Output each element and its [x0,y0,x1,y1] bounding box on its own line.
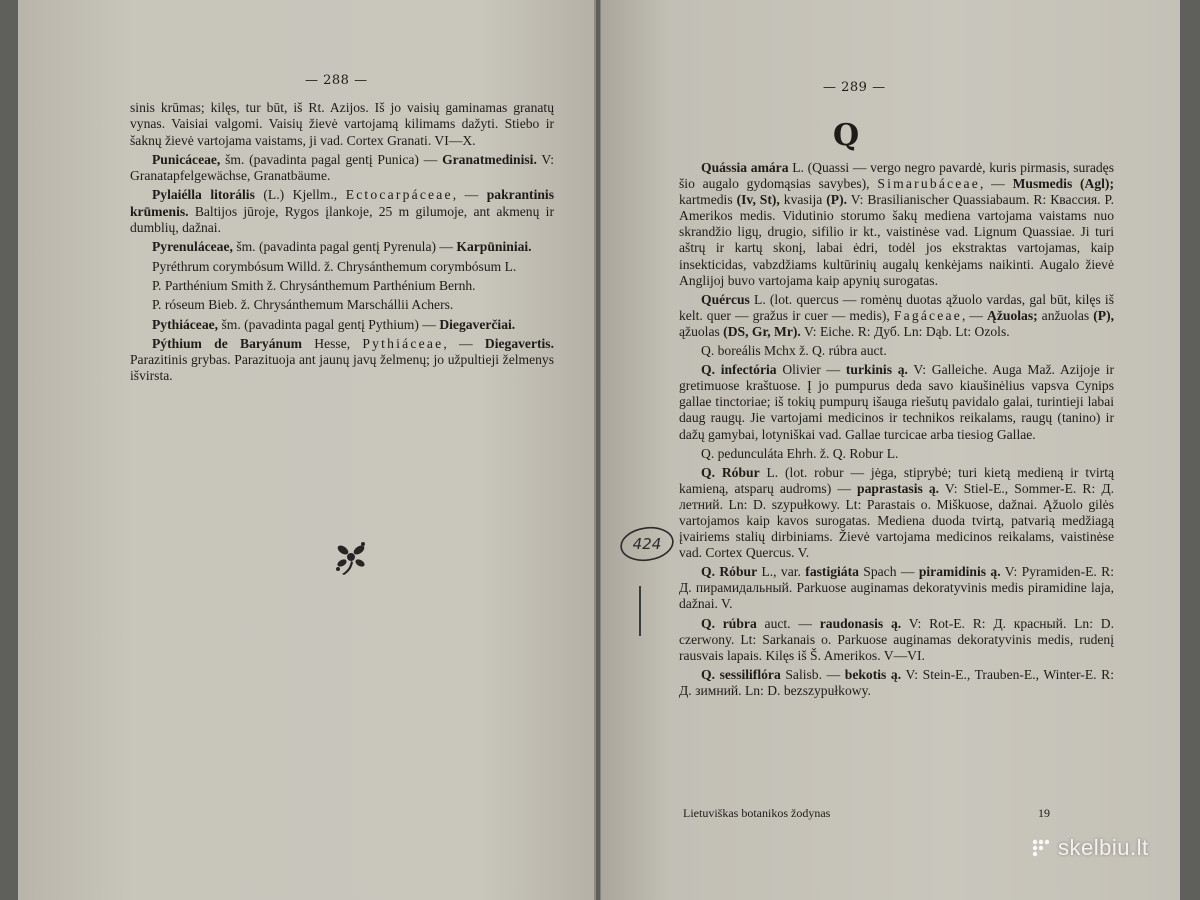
entry-text: V: Granatapfelgewächse, Granatbäume. [130,151,554,184]
entry-paragraph [679,292,1114,340]
entry-term: Pythiáceae, [152,316,219,332]
entry-paragraph [679,564,1114,612]
entry-text: V: Stiel-E., Sommer-E. R: Д. летний. Ln: D. szypułkowy. Lt: Parastais o. Miškuose, dažnai. Ąžuolo gilės vartojamos kaip kavos surogatas. Mediena duoda tvirtą, patvarią medžiagą įvairiems stalių dirbiniams. Žievė vartojama medicinos reikalams, vaistinėse vad. Cortex Quercus. V. [679,480,1114,561]
entry-text: , — [452,187,487,203]
family-name: Pythiáceae [362,335,444,351]
entry-text: , — [443,335,485,351]
entry-term: bekotis ą. [844,666,902,682]
entry-text: auct. — [756,615,820,631]
entry-term: raudonasis ą. [819,615,902,631]
entry-term: Ąžuolas; [987,307,1038,323]
entry-text [1072,176,1080,191]
entry-term: (Iv, St), [736,192,780,208]
entry-text: V: Stein-E., Trauben-E., Winter-E. R: Д. зимний. Ln: D. bezszypułkowy. [679,666,1114,698]
entry-text: ąžuolas [679,323,724,339]
page-number: — 289 — [823,80,886,95]
handwritten-number: 424 [632,535,662,553]
entry-text: V: Pyramiden-E. R: Д. пирамидальный. Parkuose auginamas dekoratyvinis medis piramidine laja, dažnai. V. [679,564,1115,612]
entry-term: turkinis ą. [845,362,908,378]
entry-term: Granatmedinisi. [442,151,537,167]
entry-paragraph [679,667,1114,699]
handwritten-annotation [618,524,676,564]
entry-paragraph [130,100,554,149]
floral-ornament-icon [330,536,372,578]
entry-paragraph [679,465,1114,562]
entry-text: sinis krūmas; kilęs, tur būt, iš Rt. Azijos. Iš jo vaisių gaminamas granatų vynas. Vaisiai valgomi. Vaisių žievė vartojamą kilimams dažyti. Stiebo ir šaknų žievė vartojama vaistams, ji vad. Cortex Granati. VI—X. [130,100,554,148]
entry-term: (Agl); [1080,176,1114,192]
entry-term: Punicáceae, [152,151,221,167]
entry-text: V: Galleiche. Auga Maž. Azijoje ir gretimuose kraštuose. Į jo pumpurus deda savo kiaušinėlius vapsva Cynips gallae tinctoriae; iš tokių pumpurų išauga riešutų pavidalo galai, turintieji labai daug raugų. Jie vartojami medicinos ir technikos reikalams, raugų (tanino) ir dažų gamybai, lotyniškai vad. Gallae turcicae arba tiesiog Gallae. [679,362,1115,442]
entry-text: P. róseum Bieb. ž. Chrysánthemum Marschállii Achers. [152,297,454,313]
watermark-text: skelbiu.lt [1058,835,1149,860]
entry-term: Quássia amára [701,160,789,175]
entry-term: Diegaverčiai. [439,316,516,332]
entry-term: Q. Róbur [701,464,760,480]
entry-paragraph [130,259,554,275]
entry-text: Olivier — [776,362,846,378]
entry-paragraph [130,317,554,333]
entry-text: , — [980,176,1013,192]
entry-text: šm. (pavadinta pagal gentį Pyrenula) — [232,239,457,255]
family-name: Fagáceae [893,307,962,323]
page-number: — 288 — [305,73,368,88]
entry-text: Parazitinis grybas. Parazituoja ant jaunų javų želmenų; jo užpultieji želmenys išvirsta. [130,352,554,384]
entry-paragraph [679,343,1114,359]
entry-term: paprastasis ą. [857,480,940,496]
entry-paragraph [130,278,554,294]
entry-text: P. Parthénium Smith ž. Chrysánthemum Parthénium Bernh. [152,277,476,293]
entry-term: Pýthium de Baryánum [152,335,302,351]
section-letter: Q [833,118,860,153]
entry-paragraph [679,616,1114,664]
entry-term: piramidinis ą. [918,564,1001,580]
entry-paragraph [130,336,554,385]
entry-text: L. (Quassi — vergo negro pavardė, kuris pirmasis, suradęs šio augalo gydomąsias savybes), [679,160,1115,192]
footer-title: Lietuviškas botanikos žodynas [683,806,831,820]
right-page [600,0,1180,900]
entry-text: kartmedis [679,192,737,208]
entry-text: V: Eiche. R: Дуб. Ln: Dąb. Lt: Ozols. [800,323,1010,339]
right-page-text [679,160,1114,702]
entry-term: Diegavertis. [484,335,554,351]
entry-term: fastigiáta [805,564,859,580]
entry-text: Hesse, [301,335,363,351]
entry-text: anžuolas [1037,307,1094,323]
logo-dots-icon [1030,837,1052,859]
entry-paragraph [130,152,554,185]
entry-text: V: Rot-E. R: Д. красный. Ln: D. czerwony. Lt: Sarkanais o. Parkuose auginamas dekoratyvinis medis, rudenį rausvais lapais. Kilęs iš Š. Amerikos. V—VI. [679,615,1114,663]
entry-paragraph [679,362,1114,442]
entry-term: (P). [826,192,848,208]
entry-text: Spach — [858,564,919,580]
entry-text: L. (lot. robur — jėga, stiprybė; turi kietą medieną ir tvirtą kamieną, atsparų audroms) — [679,464,1115,496]
entry-text: V: Brasilianischer Quassiabaum. R: Квассия. P. Amerikos medis. Vidutinio storumo šakų mediena vartojama vaistams nuo skrandžio ligų, drugio, sifilio ir kt., vaistinėse vad. Lignum Quassiae. Ji turi aštrų ir kartų skonį, labai ėdri, todėl jos ekstraktas vartojamas, kaip insekticidas, vabzdžiams kultūrinių augalų kenkėjams naikinti. Augalo žievė Anglijoj buvo vartojama kaip apynių surogatas. [679,192,1114,288]
entry-term: Q. infectória [701,362,777,378]
entry-paragraph [679,160,1114,289]
entry-term: Q. sessiliflóra [701,666,781,682]
entry-term: Musmedis [1012,176,1073,192]
family-name: Simarubáceae [877,176,980,192]
entry-text: Q. boreális Mchx ž. Q. rúbra auct. [701,343,887,359]
family-name: Ectocarpáceae [345,187,453,203]
signature-number: 19 [1038,806,1050,820]
entry-text: L. (lot. quercus — romėnų duotas ąžuolo vardas, gal būt, kilęs iš kelt. quer — gražus ir cuer — medis), [679,291,1114,323]
entry-term: pakrantinis krūmenis. [130,187,554,219]
entry-text: šm. (pavadinta pagal gentį Pythium) — [218,316,440,332]
entry-text: šm. (pavadinta pagal gentį Punica) — [220,151,443,167]
entry-term: (P), [1093,307,1114,323]
entry-term: Pylaiélla litorális [152,187,255,203]
entry-text: Baltijos jūroje, Rygos įlankoje, 25 m gilumoje, ant akmenų ir dumblių, dažnai. [130,203,554,236]
entry-text: L., var. [757,564,806,580]
entry-text: Q. pedunculáta Ehrh. ž. Q. Robur L. [701,445,899,461]
entry-text: Salisb. — [780,666,845,682]
entry-paragraph [130,239,554,255]
entry-text: Pyréthrum corymbósum Willd. ž. Chrysánthemum corymbósum L. [152,258,517,274]
entry-paragraph [679,446,1114,462]
entry-term: Q. Róbur [701,564,758,580]
left-page-text [130,100,554,388]
entry-term: Karpūniniai. [456,239,532,255]
entry-text: kvasija [779,192,827,208]
entry-text: , — [962,307,988,323]
entry-term: (DS, Gr, Mr). [723,323,801,339]
entry-text: (L.) Kjellm., [254,187,346,203]
entry-term: Pyrenuláceae, [152,239,233,255]
watermark [1030,835,1149,861]
margin-mark [639,586,641,636]
entry-paragraph [130,187,554,236]
left-page [18,0,596,900]
entry-term: Q. rúbra [701,615,757,631]
entry-term: Quércus [701,291,750,307]
entry-paragraph [130,297,554,313]
